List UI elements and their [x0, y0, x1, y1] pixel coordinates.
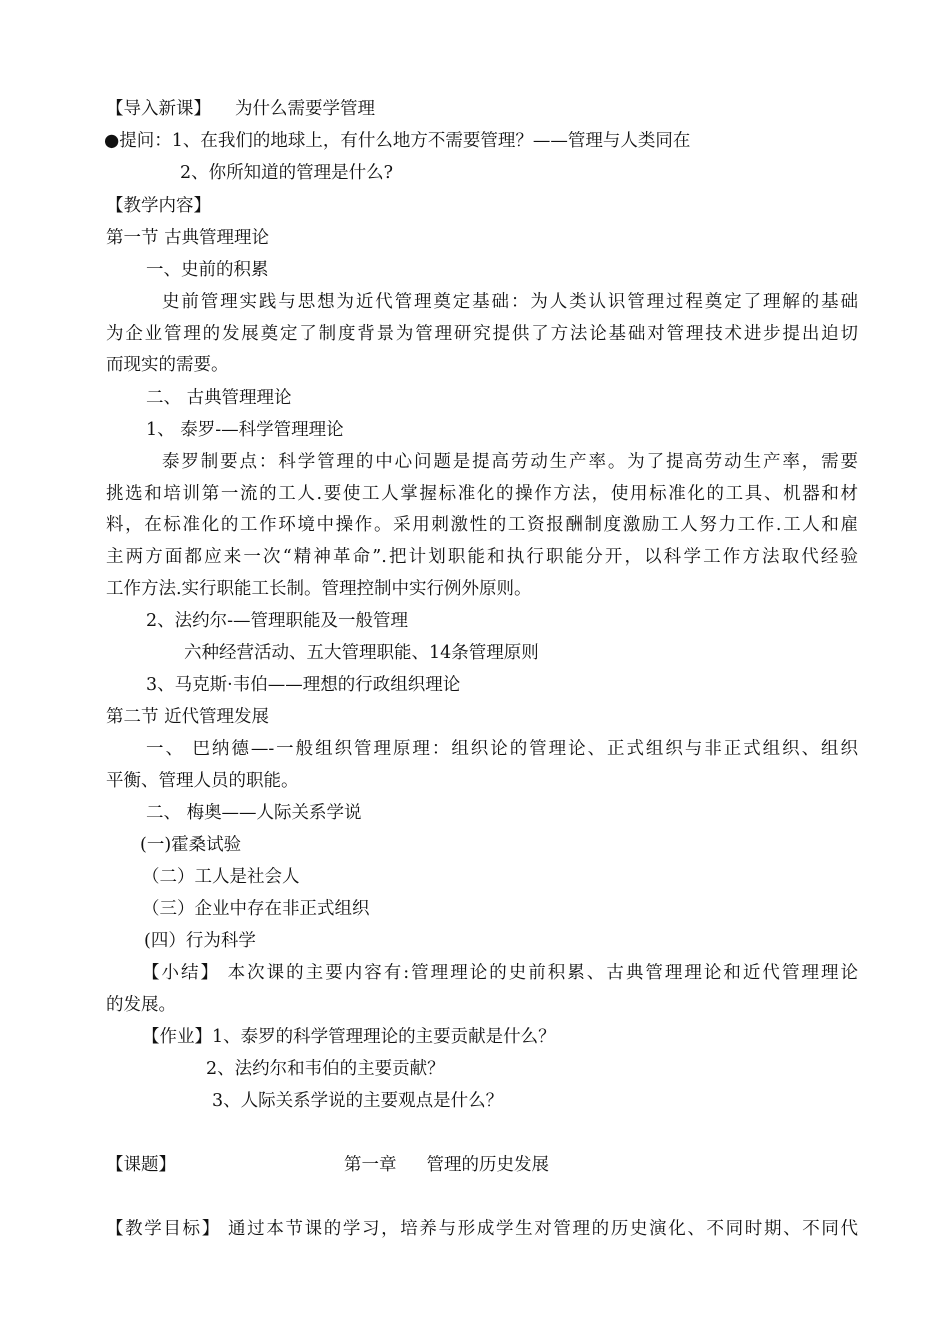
- intro-heading: 【导入新课】: [106, 99, 211, 119]
- section-1-part-2-title: 二、 古典管理理论: [146, 388, 292, 408]
- fayol-title: 2、法约尔-—管理职能及一般管理: [146, 611, 409, 631]
- section-1-part-1-title: 一、史前的积累: [146, 260, 269, 280]
- next-chapter: [344, 1153, 549, 1177]
- taylor-line-4: 主两方面都应来一次“精神革命”.把计划职能和执行职能分开，以科学工作方法取代经验: [106, 547, 858, 567]
- chapter-number: 第一章: [344, 1155, 397, 1175]
- chapter-title: 管理的历史发展: [426, 1155, 549, 1175]
- intro-topic: 为什么需要学管理: [235, 99, 375, 119]
- content-heading: 【教学内容】: [106, 196, 211, 216]
- barnard-line-1: 一、 巴纳德—-一般组织管理原理：组织论的管理论、正式组织与非正式组织、组织: [146, 739, 858, 759]
- mayo-sub-4: (四）行为科学: [144, 931, 256, 951]
- mayo-sub-3: （三）企业中存在非正式组织: [142, 899, 370, 919]
- section-1-part-1-para-line-1: 史前管理实践与思想为近代管理奠定基础：为人类认识管理过程奠定了理解的基础: [162, 292, 858, 312]
- next-topic-label: 【课题】: [106, 1155, 176, 1175]
- mayo-sub-2: （二）工人是社会人: [142, 867, 300, 887]
- section-1-part-1-para-line-3: 而现实的需要。: [106, 355, 229, 375]
- taylor-line-1: 泰罗制要点：科学管理的中心问题是提高劳动生产率。为了提高劳动生产率，需要: [162, 452, 858, 472]
- intro-question-2: 2、你所知道的管理是什么?: [180, 163, 394, 183]
- section-2-title: 第二节 近代管理发展: [106, 707, 270, 727]
- section-1-title: 第一节 古典管理理论: [106, 228, 270, 248]
- summary-line-1: 【小结】 本次课的主要内容有:管理理论的史前积累、古典管理理论和近代管理理论: [142, 963, 858, 983]
- taylor-line-5: 工作方法.实行职能工长制。管理控制中实行例外原则。: [106, 579, 532, 599]
- taylor-line-2: 挑选和培训第一流的工人.要使工人掌握标准化的操作方法，使用标准化的工具、机器和材: [106, 484, 858, 504]
- teaching-goal-line: 【教学目标】 通过本节课的学习，培养与形成学生对管理的历史演化、不同时期、不同代: [106, 1219, 858, 1239]
- mayo-title: 二、 梅奥——人际关系学说: [146, 803, 362, 823]
- barnard-line-2: 平衡、管理人员的职能。: [106, 771, 299, 791]
- summary-line-2: 的发展。: [106, 995, 176, 1015]
- homework-q1: 【作业】1、泰罗的科学管理理论的主要贡献是什么？: [142, 1027, 556, 1047]
- weber-title: 3、马克斯·韦伯——理想的行政组织理论: [146, 675, 461, 695]
- fayol-text: 六种经营活动、五大管理职能、14条管理原则: [184, 643, 539, 663]
- mayo-sub-1: (一)霍桑试验: [140, 835, 242, 855]
- taylor-line-3: 料，在标准化的工作环境中操作。采用刺激性的工资报酬制度激励工人努力工作.工人和雇: [106, 515, 858, 535]
- taylor-title: 1、 泰罗-—科学管理理论: [146, 420, 344, 440]
- intro-question-1: ●提问：1、在我们的地球上，有什么地方不需要管理？——管理与人类同在: [104, 131, 691, 151]
- homework-q2: 2、法约尔和韦伯的主要贡献？: [206, 1059, 445, 1079]
- intro-heading-line: [106, 97, 375, 121]
- section-1-part-1-para-line-2: 为企业管理的发展奠定了制度背景为管理研究提供了方法论基础对管理技术进步提出迫切: [106, 324, 858, 344]
- homework-q3: 3、人际关系学说的主要观点是什么？: [212, 1091, 504, 1111]
